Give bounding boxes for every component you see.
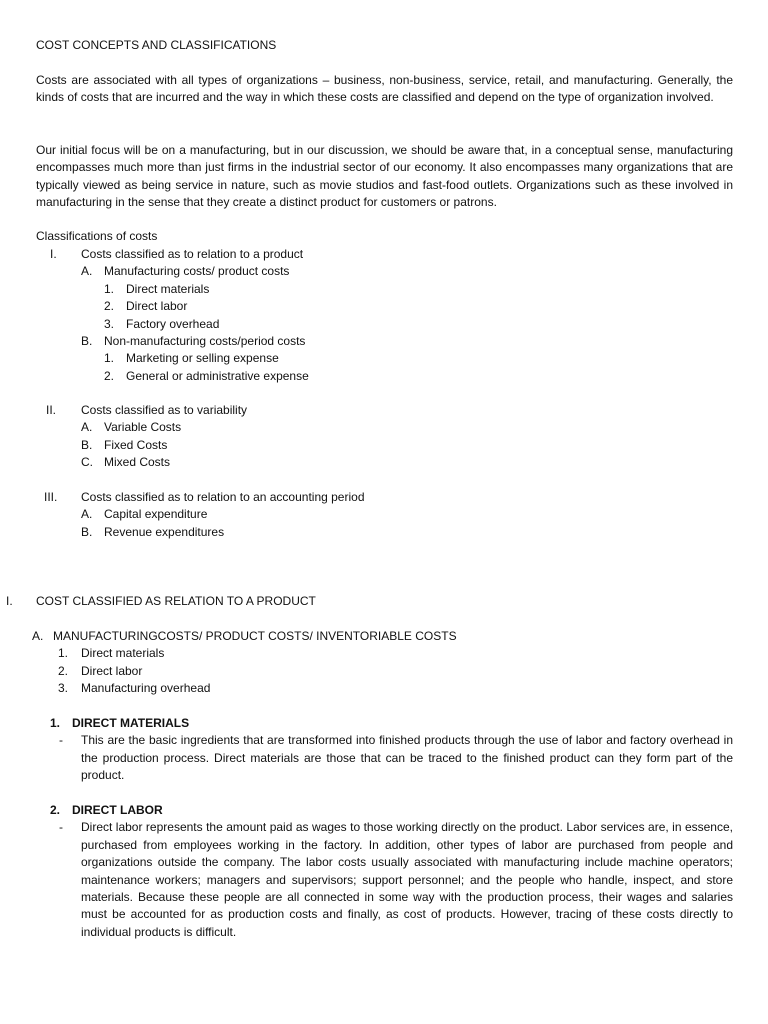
sub-label: Manufacturing costs/ product costs [104,264,290,279]
item-number: 3. [58,681,69,696]
section-title: COST CLASSIFIED AS RELATION TO A PRODUCT [36,594,316,608]
sub-letter: A. [81,507,93,522]
group-numeral: II. [46,403,57,417]
sub-label: Mixed Costs [104,455,171,470]
item-number: 1. [104,351,115,366]
classifications-heading: Classifications of costs [36,229,158,243]
item-number: 3. [104,316,115,331]
item-label: General or administrative expense [126,368,309,383]
sub-label: Revenue expenditures [104,524,225,539]
detail-heading: DIRECT LABOR [72,803,163,817]
item-number: 1. [104,281,115,296]
sub-letter: B. [81,334,93,348]
item-label: Factory overhead [126,316,220,331]
sub-label: Non-manufacturing costs/period costs [104,334,306,348]
intro-paragraph-1: Costs are associated with all types of organizations – business, non-business, service, retail, and manufacturing. Generally, the kinds of costs that are incurred and the way in which these costs are classified and depend on the type of organization involved. [36,73,733,105]
detail-heading: DIRECT MATERIALS [72,716,190,730]
item-number: 2. [58,663,69,678]
sub-letter: C. [81,455,93,470]
subsection-letter: A. [32,629,44,643]
sub-label: Fixed Costs [104,437,168,452]
group-numeral: III. [44,490,58,504]
sub-label: Capital expenditure [104,507,208,522]
item-label: Marketing or selling expense [126,351,279,366]
group-label: Costs classified as to relation to a product [81,247,304,261]
detail-number: 2. [50,803,61,817]
sub-label: Variable Costs [104,420,182,435]
item-label: Manufacturing overhead [81,681,211,696]
intro-paragraph-2: Our initial focus will be on a manufacturing, but in our discussion, we should be aware that, in a conceptual sense, manufacturing encompasses much more than just firms in the industrial sector of our economy. It also encompasses many organizations that are typically viewed as being service in nature, such as movie studios and fast-food outlets. Organizations such as these involved in manufacturing in the sense that they create a distinct product for customers or patrons. [36,143,733,210]
item-number: 1. [58,646,69,661]
group-label: Costs classified as to relation to an accounting period [81,490,365,504]
subsection-manufacturing-costs [0,628,768,700]
section-numeral: I. [6,594,13,608]
bullet-dash: - [59,820,63,835]
item-number: 2. [104,299,115,314]
sub-letter: A. [81,420,93,435]
sub-letter: A. [81,264,93,279]
section-heading [0,593,768,613]
classification-group-2 [0,402,768,472]
sub-letter: B. [81,437,93,452]
detail-number: 1. [50,716,61,730]
item-label: Direct labor [81,663,143,678]
detail-direct-labor [0,802,768,952]
detail-text: Direct labor represents the amount paid as wages to those working directly on the product. Labor services are, in essence, purchased from employees working in the factory. In addition, other types of labor are purchased from people and organizations outside the company. The labor costs usually associated with manufacturing include machine operators; maintenance workers; managers and supervisors; support personnel; and the people who handle, inspect, and store materials. Because these people are all connected in some way with the production process, their wages and salaries must be accounted for as production costs and finally, as cost of products. However, tracing of these costs directly to individual products is difficult. [81,820,733,939]
document-title: COST CONCEPTS AND CLASSIFICATIONS [36,38,277,52]
item-number: 2. [104,368,115,383]
item-label: Direct materials [126,281,210,296]
item-label: Direct materials [81,646,165,661]
sub-letter: B. [81,524,93,539]
bullet-dash: - [59,733,63,748]
item-label: Direct labor [126,299,188,314]
detail-text: This are the basic ingredients that are transformed into finished products through the use of labor and factory overhead in the production process. Direct materials are those that can be traced to the finished product can they form part of the product. [81,733,733,783]
classification-group-1 [0,246,768,386]
group-numeral: I. [50,247,57,261]
group-label: Costs classified as to variability [81,403,248,417]
classification-group-3 [0,489,768,543]
detail-direct-materials [0,715,768,785]
subsection-title: MANUFACTURINGCOSTS/ PRODUCT COSTS/ INVENTORIABLE COSTS [53,629,457,643]
